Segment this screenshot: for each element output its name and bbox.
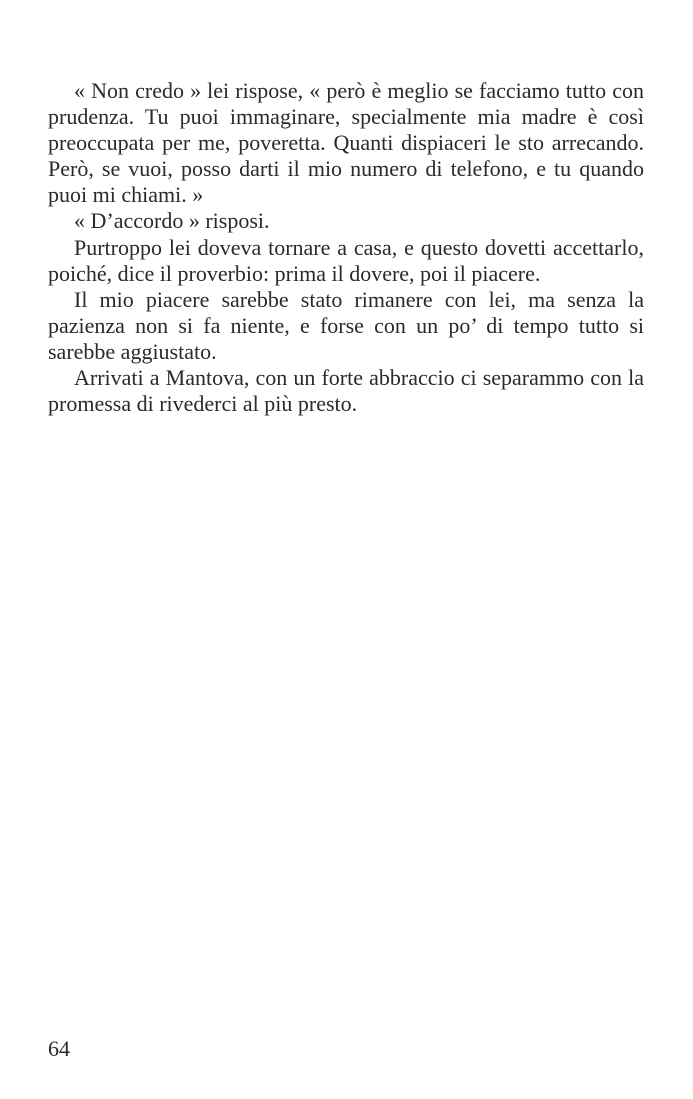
page-number: 64 xyxy=(48,1036,70,1061)
body-text xyxy=(48,78,644,417)
paragraph-3: Purtroppo lei doveva tornare a casa, e questo dovetti accettarlo, poiché, dice il proverbio: prima il dovere, poi il piacere. xyxy=(48,234,644,286)
paragraph-4: Il mio piacere sarebbe stato rimanere con lei, ma senza la pazienza non si fa niente, e forse con un po’ di tempo tutto si sarebbe aggiustato. xyxy=(48,286,644,364)
paragraph-1: « Non credo » lei rispose, « però è meglio se facciamo tutto con prudenza. Tu puoi immaginare, specialmente mia madre è così preoccupata per me, poveretta. Quanti dispiaceri le sto arrecando. Però, se vuoi, posso darti il mio numero di telefono, e tu quando puoi mi chiami. » xyxy=(48,78,644,208)
paragraph-2: « D’accordo » risposi. xyxy=(74,208,270,234)
paragraph-5: Arrivati a Mantova, con un forte abbraccio ci separammo con la promessa di rivederci al più presto. xyxy=(48,365,644,417)
